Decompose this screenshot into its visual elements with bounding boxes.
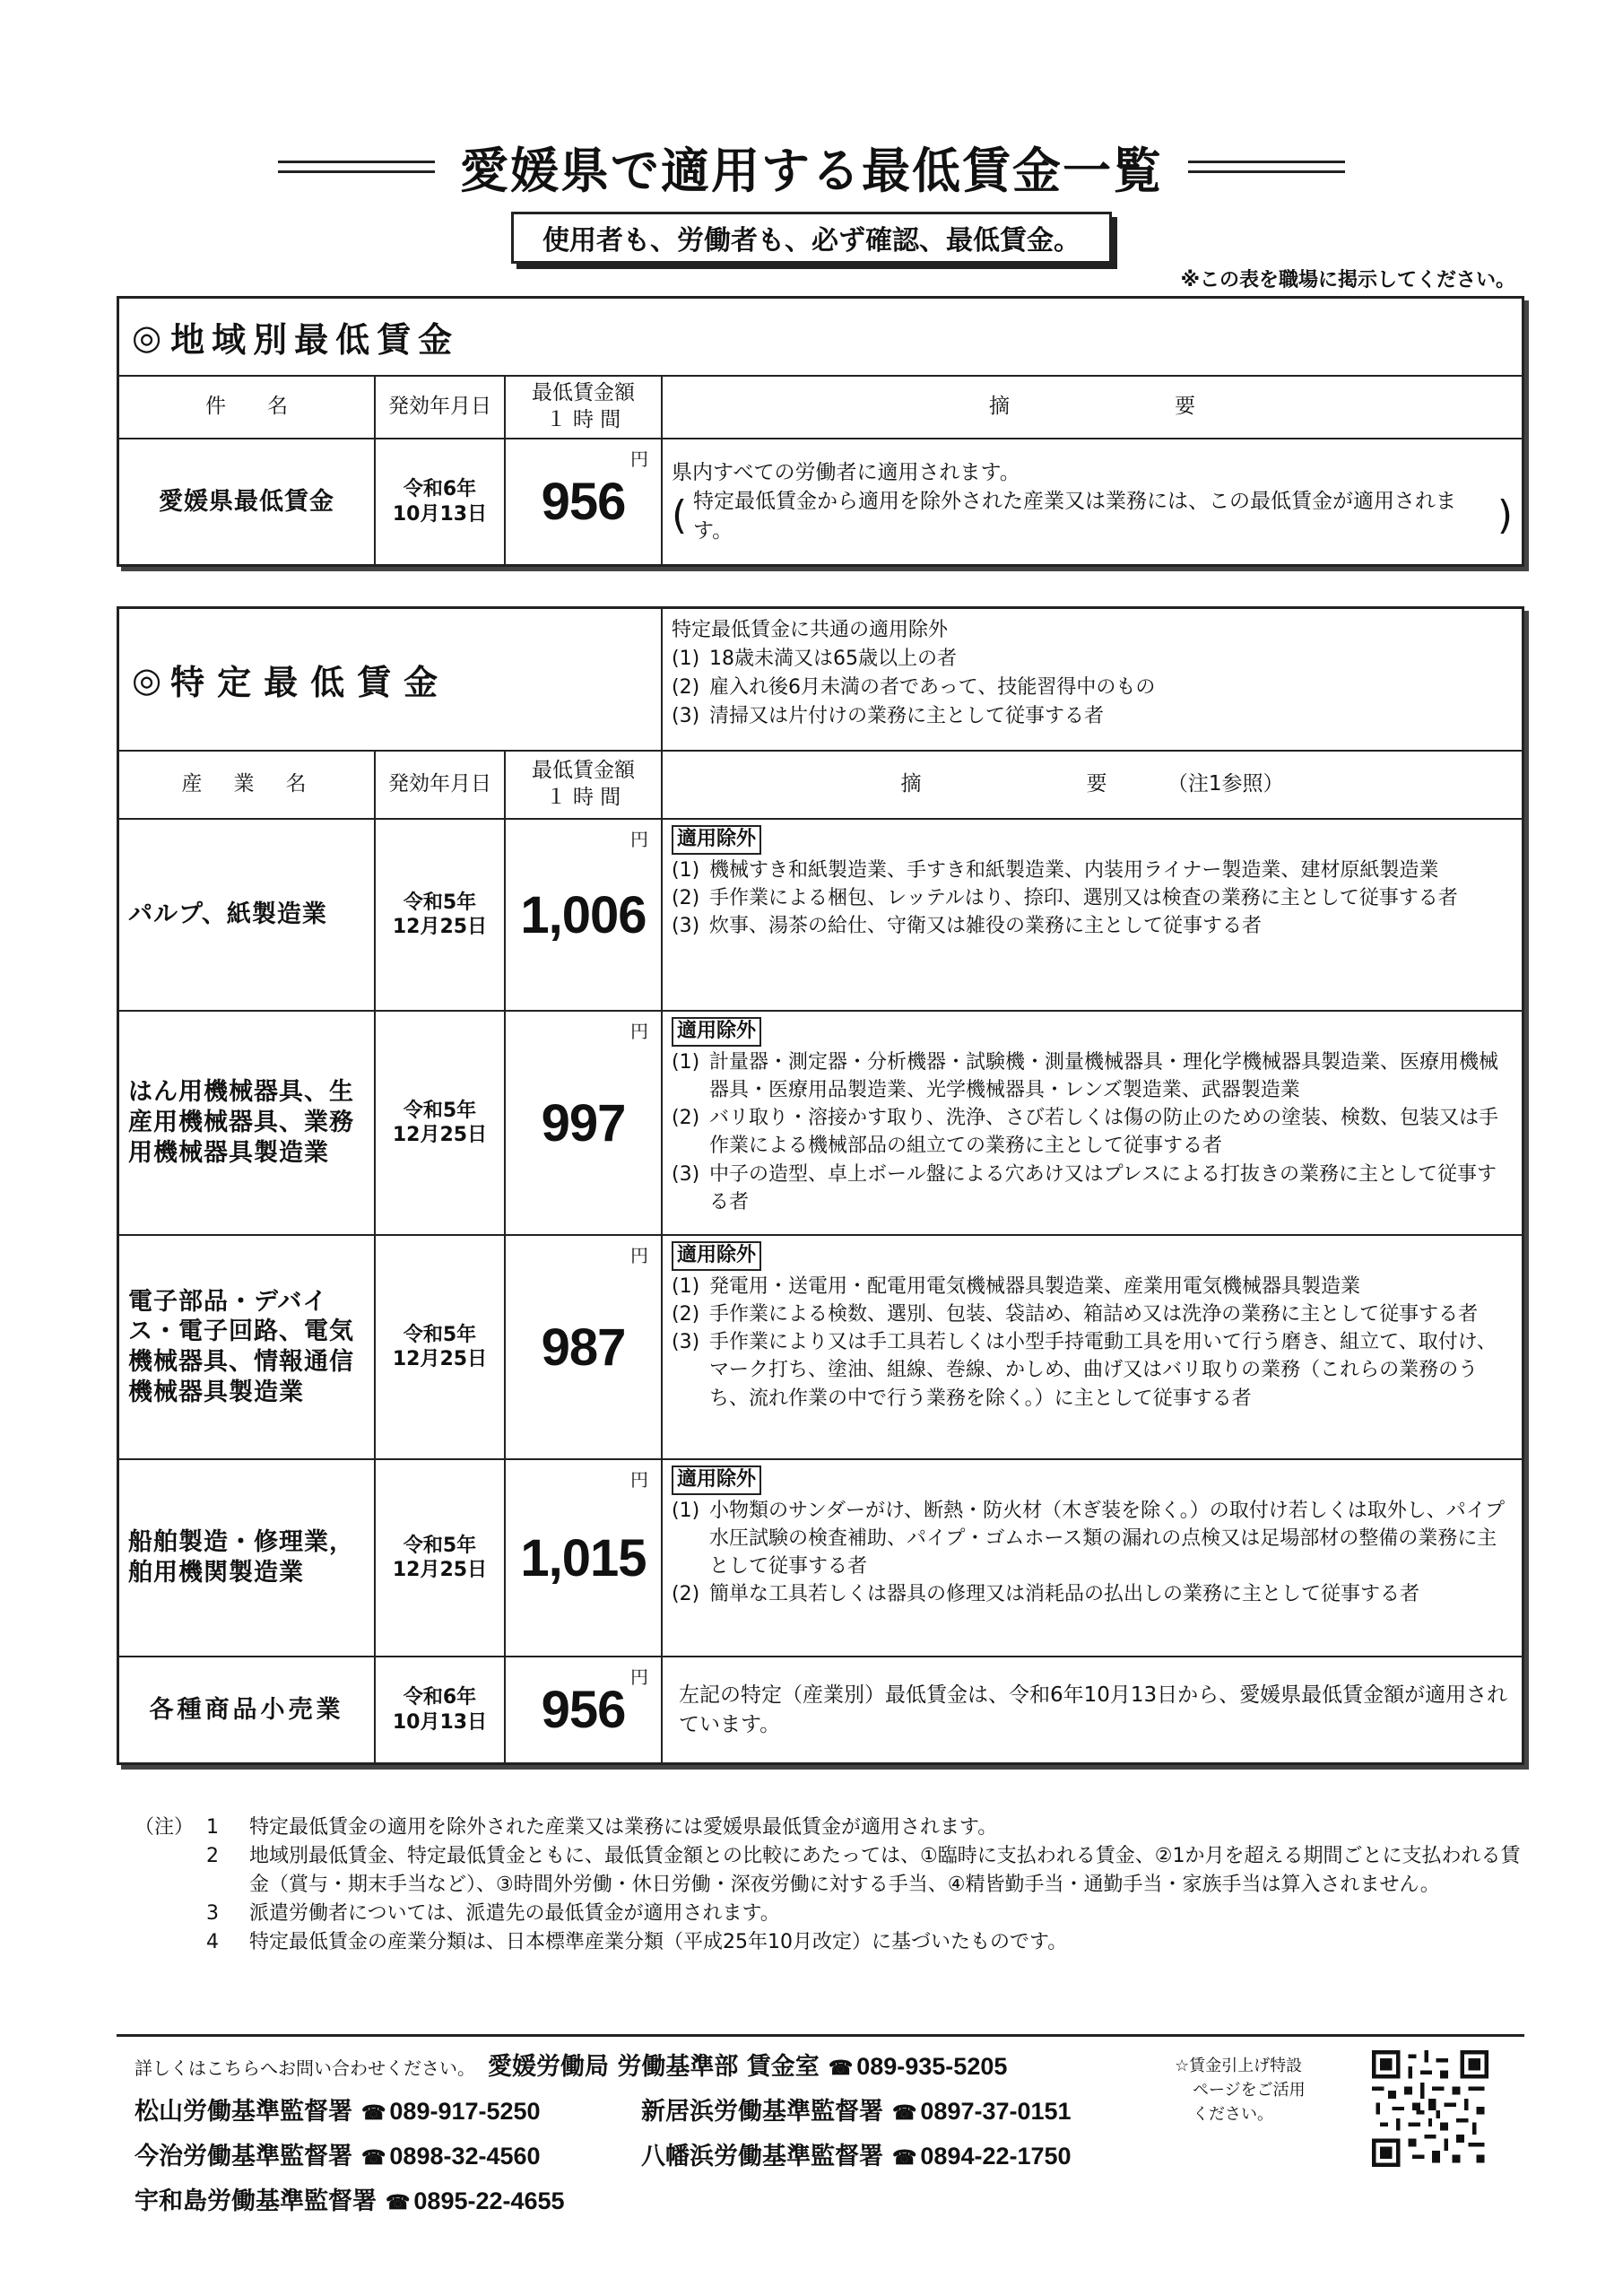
date-line1: 令和5年 xyxy=(403,1099,477,1122)
item-num: (2) xyxy=(672,1107,700,1130)
office-tel xyxy=(892,2098,1072,2126)
title-rule-left xyxy=(278,161,435,173)
amount-cell xyxy=(505,1235,662,1459)
contact-row xyxy=(135,2092,1148,2136)
office-name: 宇和島労働基準監督署 xyxy=(135,2187,377,2215)
yen-unit: 円 xyxy=(630,829,649,850)
regional-amount-cell xyxy=(505,439,662,564)
effective-date xyxy=(375,1011,505,1235)
exclusion-item xyxy=(672,1300,1513,1328)
wage-amount: 997 xyxy=(541,1093,626,1152)
tel-number: 089-935-5205 xyxy=(856,2053,1008,2080)
item-num: (1) xyxy=(672,1274,700,1298)
note-item xyxy=(135,1813,1533,1842)
exclusion-item xyxy=(672,1580,1513,1608)
item-num: (1) xyxy=(672,858,700,882)
industry-name: パルプ、紙製造業 xyxy=(119,819,375,1011)
common-exclusions-title: 特定最低賃金に共通の適用除外 xyxy=(672,619,949,641)
item-text: 計量器・測定器・分析機器・試験機・測量機械器具・理化学機械器具製造業、医療用機械器具・医療用品製造業、光学機械器具・レンズ製造業、武器製造業 xyxy=(709,1050,1499,1101)
raise-note-line2: ページをご活用 xyxy=(1193,2081,1306,2100)
office-name: 松山労働基準監督署 xyxy=(135,2098,352,2126)
amount-header-line2: １ 時 間 xyxy=(545,408,621,431)
exclusions-cell xyxy=(662,1235,1522,1459)
office-contact xyxy=(135,2092,641,2126)
note-item xyxy=(135,1900,1533,1928)
contact-name: 愛媛労働局 労働基準部 賃金室 xyxy=(488,2053,820,2081)
date-line1: 令和5年 xyxy=(403,1323,477,1346)
item-num: (1) xyxy=(672,1050,700,1074)
date-line2: 12月25日 xyxy=(392,1559,488,1581)
table-row xyxy=(119,1235,1522,1459)
office-tel xyxy=(386,2187,565,2215)
specific-heading-text: 特定最低賃金 xyxy=(170,663,451,702)
regional-amount: 956 xyxy=(541,473,626,531)
notes-prefix: （注） xyxy=(135,1816,195,1839)
qr-code-icon[interactable] xyxy=(1372,2050,1488,2167)
regional-name: 愛媛県最低賃金 xyxy=(119,439,375,564)
item-text: 手作業により又は手工具若しくは小型手持電動工具を用いて行う磨き、組立て、取付け、マーク打ち、塗油、組線、巻線、かしめ、曲げ又はバリ取りの業務（これらの業務のうち、流れ作業の中で行う業務を除く。）に主として従事する者 xyxy=(709,1331,1497,1410)
item-text: 清掃又は片付けの業務に主として従事する者 xyxy=(709,704,1105,727)
page-title: 愛媛県で適用する最低賃金一覧 xyxy=(460,142,1163,199)
item-text: 18歳未満又は65歳以上の者 xyxy=(709,647,958,670)
effective-date xyxy=(375,1235,505,1459)
item-num: (2) xyxy=(672,675,700,699)
item-text: 簡単な工具若しくは器具の修理又は消耗品の払出しの業務に主として従事する者 xyxy=(709,1583,1420,1606)
office-tel xyxy=(892,2143,1072,2170)
date-line1: 令和5年 xyxy=(403,1534,477,1557)
item-text: 中子の造型、卓上ボール盤による穴あけ又はプレスによる打抜きの業務に主として従事する者 xyxy=(709,1162,1497,1213)
specific-table xyxy=(119,609,1522,1762)
post-note: ※この表を職場に掲示してください。 xyxy=(1180,269,1515,291)
amount-cell xyxy=(505,819,662,1011)
bracket-left-icon: ( xyxy=(672,492,688,539)
subtitle-box xyxy=(511,212,1112,264)
amount-header-line2: １ 時 間 xyxy=(545,786,621,809)
item-num: (3) xyxy=(672,915,700,938)
office-contact xyxy=(135,2181,641,2216)
note-text: 特定最低賃金の産業分類は、日本標準産業分類（平成25年10月改定）に基づいたものです。 xyxy=(249,1930,1068,1953)
col-header-name: 件 名 xyxy=(119,376,375,439)
exclusion-item xyxy=(672,912,1513,940)
item-num: (3) xyxy=(672,1331,700,1354)
contacts xyxy=(135,2047,1148,2226)
regional-date-line2: 10月13日 xyxy=(392,502,488,526)
raise-note-line1: ☆賃金引上げ特設 xyxy=(1175,2057,1303,2075)
office-contact xyxy=(135,2136,641,2171)
regional-date xyxy=(375,439,505,564)
raise-note xyxy=(1175,2054,1306,2126)
bracket-right-icon: ) xyxy=(1497,492,1513,539)
item-num: (2) xyxy=(672,1302,700,1326)
contact-main-row xyxy=(135,2047,1148,2092)
exclusion-item xyxy=(672,884,1513,912)
regional-heading xyxy=(119,312,1522,361)
wage-amount: 987 xyxy=(541,1318,626,1377)
title-rule-right xyxy=(1188,161,1345,173)
note-num: 4 xyxy=(206,1930,219,1953)
regional-row xyxy=(119,439,1522,564)
item-text: 手作業による検数、選別、包装、袋詰め、箱詰め又は洗浄の業務に主として従事する者 xyxy=(709,1302,1479,1326)
col-header-amount xyxy=(505,376,662,439)
wage-amount: 1,006 xyxy=(520,885,647,944)
regional-section xyxy=(117,296,1524,567)
note-item xyxy=(135,1928,1533,1957)
col-header-desc xyxy=(662,751,1522,819)
effective-date xyxy=(375,1459,505,1657)
amount-header-line1: 最低賃金額 xyxy=(532,381,635,405)
tel-number: 0895-22-4655 xyxy=(413,2187,565,2214)
regional-desc-main: 県内すべての労働者に適用されます。 xyxy=(672,460,1020,484)
exclusion-item xyxy=(672,1104,1513,1160)
effective-date xyxy=(375,1657,505,1762)
wage-amount: 956 xyxy=(541,1681,626,1739)
phone-icon: ☎ xyxy=(361,2146,386,2169)
exclusions-cell xyxy=(662,1011,1522,1235)
exclusion-item xyxy=(672,1328,1513,1413)
col-header-industry: 産 業 名 xyxy=(119,751,375,819)
raise-note-line3: ください。 xyxy=(1193,2105,1273,2124)
phone-icon: ☎ xyxy=(386,2191,411,2213)
regional-desc-sub-wrap xyxy=(672,487,1513,545)
notes xyxy=(135,1813,1533,1956)
exclusion-item xyxy=(672,1048,1513,1104)
item-num: (2) xyxy=(672,886,700,909)
item-num: (3) xyxy=(672,1162,700,1186)
office-contact xyxy=(641,2136,1148,2171)
regional-heading-text: 地域別最低賃金 xyxy=(170,320,460,360)
exclusion-item xyxy=(672,1273,1513,1300)
office-name: 八幡浜労働基準監督署 xyxy=(641,2143,883,2170)
phone-icon: ☎ xyxy=(892,2101,917,2124)
contact-row xyxy=(135,2136,1148,2181)
table-row xyxy=(119,1459,1522,1657)
desc-header-note: （注1参照） xyxy=(1167,772,1284,796)
industry-name: 各種商品小売業 xyxy=(119,1657,375,1762)
amount-cell xyxy=(505,1657,662,1762)
note-text: 特定最低賃金の適用を除外された産業又は業務には愛媛県最低賃金が適用されます。 xyxy=(249,1816,998,1839)
col-header-date: 発効年月日 xyxy=(375,751,505,819)
desc-header: 摘 要 xyxy=(900,772,1107,796)
double-circle-icon: ◎ xyxy=(132,317,162,357)
yen-unit: 円 xyxy=(630,1021,649,1042)
date-line2: 12月25日 xyxy=(392,1348,488,1370)
date-line1: 令和5年 xyxy=(403,891,477,914)
specific-heading xyxy=(119,655,661,704)
note-num: 3 xyxy=(206,1901,219,1925)
common-item xyxy=(672,645,1513,674)
tel-number: 0898-32-4560 xyxy=(389,2143,541,2170)
office-tel xyxy=(361,2098,541,2126)
item-num: (2) xyxy=(672,1583,700,1606)
note-text: 派遣労働者については、派遣先の最低賃金が適用されます。 xyxy=(249,1901,780,1925)
contact-row xyxy=(135,2181,1148,2226)
date-line2: 10月13日 xyxy=(392,1710,488,1734)
title-row xyxy=(0,135,1623,199)
note-num: 1 xyxy=(206,1816,219,1839)
table-row xyxy=(119,1657,1522,1762)
yen-unit: 円 xyxy=(630,1469,649,1491)
subtitle: 使用者も、労働者も、必ず確認、最低賃金。 xyxy=(542,225,1081,257)
exclusion-label: 適用除外 xyxy=(672,1465,761,1495)
regional-desc-sub: 特定最低賃金から適用を除外された産業又は業務には、この最低賃金が適用されます。 xyxy=(693,490,1456,543)
tel-number: 0897-37-0151 xyxy=(920,2098,1072,2125)
exclusions-cell xyxy=(662,819,1522,1011)
exclusion-label: 適用除外 xyxy=(672,1017,761,1047)
industry-name: 船舶製造・修理業，舶用機関製造業 xyxy=(119,1459,375,1657)
amount-cell xyxy=(505,1011,662,1235)
regional-date-line1: 令和6年 xyxy=(403,478,477,500)
table-row xyxy=(119,1011,1522,1235)
exclusions-cell xyxy=(662,1459,1522,1657)
office-contact xyxy=(641,2092,1148,2126)
item-text: 炊事、湯茶の給仕、守衛又は雑役の業務に主として従事する者 xyxy=(709,915,1263,938)
exclusion-item xyxy=(672,1497,1513,1581)
office-name: 新居浜労働基準監督署 xyxy=(641,2098,883,2126)
retail-note: 左記の特定（産業別）最低賃金は、令和6年10月13日から、愛媛県最低賃金額が適用されています。 xyxy=(662,1657,1522,1762)
industry-name: はん用機械器具、生産用機械器具、業務用機械器具製造業 xyxy=(119,1011,375,1235)
col-header-desc: 摘 要 xyxy=(662,376,1522,439)
item-text: 雇入れ後6月未満の者であって、技能習得中のもの xyxy=(709,675,1156,699)
exclusion-item xyxy=(672,857,1513,884)
item-text: 小物類のサンダーがけ、断熱・防火材（木ぎ装を除く。）の取付け若しくは取外し、パイプ水圧試験の検査補助、パイプ・ゴムホース類の漏れの点検又は足場部材の整備の業務に主として従事する者 xyxy=(709,1499,1506,1578)
contact-intro: 詳しくはこちらへお問い合わせください。 xyxy=(135,2057,475,2079)
common-exclusions xyxy=(662,609,1522,751)
regional-desc xyxy=(662,439,1522,564)
item-text: 手作業による梱包、レッテルはり、捺印、選別又は検査の業務に主として従事する者 xyxy=(709,886,1458,909)
item-num: (3) xyxy=(672,704,700,727)
contact-tel xyxy=(829,2053,1008,2081)
industry-name: 電子部品・デバイス・電子回路、電気機械器具、情報通信機械器具製造業 xyxy=(119,1235,375,1459)
item-text: バリ取り・溶接かす取り、洗浄、さび若しくは傷の防止のための塗装、検数、包装又は手作業による機械部品の組立ての業務に主として従事する者 xyxy=(709,1107,1499,1158)
yen-unit: 円 xyxy=(630,1245,649,1266)
yen-unit: 円 xyxy=(630,1666,649,1688)
phone-icon: ☎ xyxy=(892,2146,917,2169)
effective-date xyxy=(375,819,505,1011)
tel-number: 089-917-5250 xyxy=(389,2098,541,2125)
item-text: 機械すき和紙製造業、手すき和紙製造業、内装用ライナー製造業、建材原紙製造業 xyxy=(709,858,1439,882)
note-item xyxy=(135,1842,1533,1900)
date-line2: 12月25日 xyxy=(392,1124,488,1146)
common-item xyxy=(672,674,1513,702)
wage-amount: 1,015 xyxy=(520,1528,647,1587)
specific-section xyxy=(117,606,1524,1765)
col-header-date: 発効年月日 xyxy=(375,376,505,439)
note-text: 地域別最低賃金、特定最低賃金ともに、最低賃金額との比較にあたっては、①臨時に支払われる賃金、②1か月を超える期間ごとに支払われる賃金（賞与・期末手当など）、③時間外労働・休日労働・深夜労働に対する手当、④精皆勤手当・通勤手当・家族手当は算入されません。 xyxy=(249,1844,1521,1896)
col-header-amount xyxy=(505,751,662,819)
phone-icon: ☎ xyxy=(361,2101,386,2124)
yen-unit: 円 xyxy=(630,448,648,470)
item-num: (1) xyxy=(672,1499,700,1522)
common-item xyxy=(672,702,1513,731)
office-tel xyxy=(361,2143,541,2170)
exclusion-item xyxy=(672,1161,1513,1216)
item-text: 発電用・送電用・配電用電気機械器具製造業、産業用電気機械器具製造業 xyxy=(709,1274,1361,1298)
note-num: 2 xyxy=(206,1844,219,1867)
tel-number: 0894-22-1750 xyxy=(920,2143,1072,2170)
table-row xyxy=(119,819,1522,1011)
date-line2: 12月25日 xyxy=(392,916,488,938)
date-line1: 令和6年 xyxy=(403,1686,477,1709)
footer-divider xyxy=(117,2034,1524,2037)
amount-cell xyxy=(505,1459,662,1657)
office-name: 今治労働基準監督署 xyxy=(135,2143,352,2170)
exclusion-label: 適用除外 xyxy=(672,1241,761,1271)
phone-icon: ☎ xyxy=(828,2057,854,2079)
item-num: (1) xyxy=(672,647,700,670)
double-circle-icon: ◎ xyxy=(132,659,162,700)
regional-table xyxy=(119,299,1522,564)
exclusion-label: 適用除外 xyxy=(672,825,761,855)
amount-header-line1: 最低賃金額 xyxy=(532,759,635,783)
